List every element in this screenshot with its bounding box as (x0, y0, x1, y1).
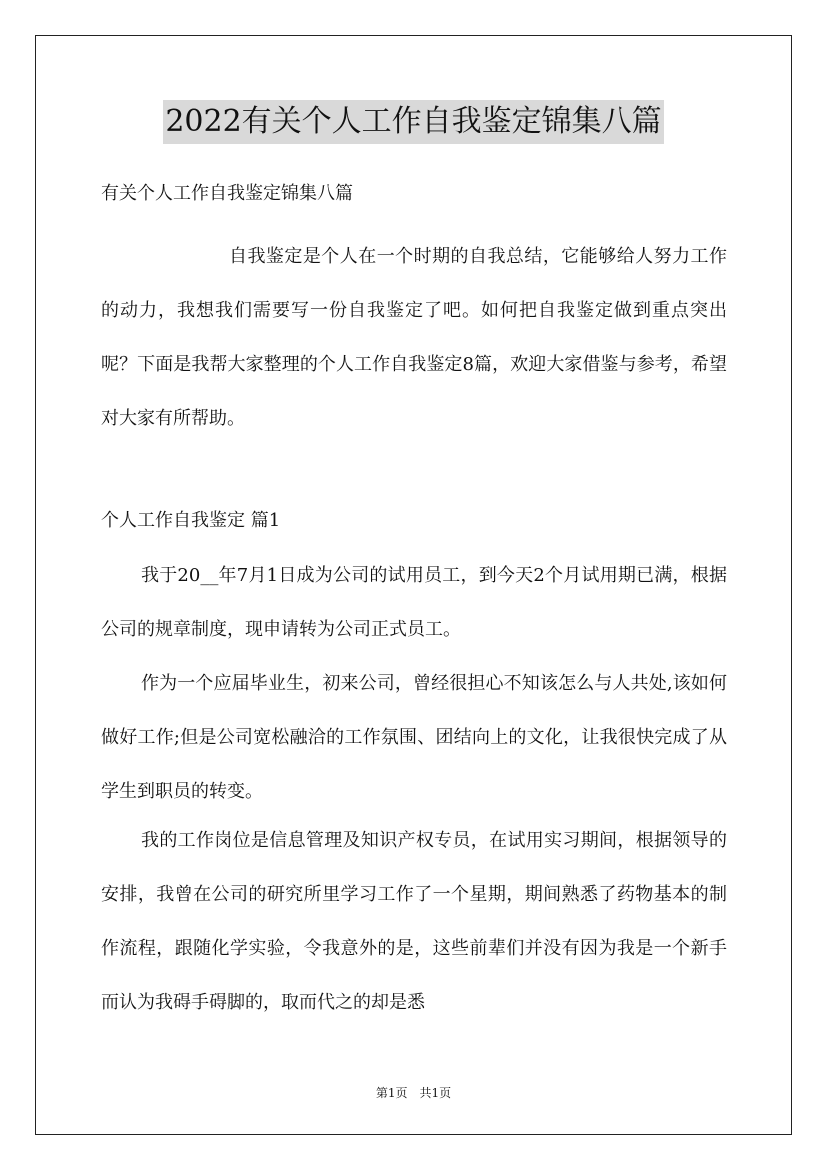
body-paragraph: 我的工作岗位是信息管理及知识产权专员，在试用实习期间，根据领导的安排，我曾在公司的研究所里学习工作了一个星期，期间熟悉了药物基本的制作流程，跟随化学实验，令我意外的是，这些前辈们并没有因为我是一个新手而认为我碍手碍脚的，取而代之的却是悉 (101, 830, 727, 1013)
intro-paragraph: 自我鉴定是个人在一个时期的自我总结，它能够给人努力工作的动力，我想我们需要写一份自我鉴定了吧。如何把自我鉴定做到重点突出呢？下面是我帮大家整理的个人工作自我鉴定8篇，欢迎大家借鉴与参考，希望对大家有所帮助。 (101, 246, 727, 429)
document-title: 2022有关个人工作自我鉴定锦集八篇 (163, 100, 663, 144)
page-footer: 第1页 共1页 (375, 1086, 452, 1100)
body-paragraph: 我于20__年7月1日成为公司的试用员工，到今天2个月试用期已满，根据公司的规章制度，现申请转为公司正式员工。 (101, 565, 727, 640)
body-paragraph: 作为一个应届毕业生，初来公司，曾经很担心不知该怎么与人共处,该如何做好工作;但是公司宽松融洽的工作氛围、团结向上的文化，让我很快完成了从学生到职员的转变。 (101, 673, 727, 802)
title-container (0, 100, 827, 144)
document-subtitle: 有关个人工作自我鉴定锦集八篇 (101, 183, 353, 204)
section-heading: 个人工作自我鉴定 篇1 (101, 510, 281, 531)
